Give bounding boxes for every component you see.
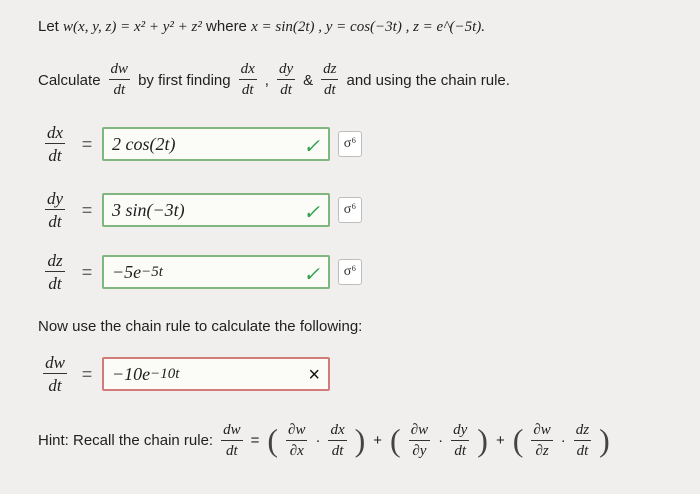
dx-dt-answer-field[interactable]: 2 cos(2t) ✓: [102, 127, 330, 161]
dz-dt-row: $\frac{dz}{dt}$ = −5e −5t ✓ σ⁶: [38, 252, 362, 292]
symbol-button[interactable]: σ⁶: [338, 131, 362, 157]
dw-dt-row: $\frac{dw}{dt}$ = −10e −10t ×: [38, 354, 330, 394]
dx-dt-label: $\frac{dx}{dt}$: [46, 123, 64, 165]
chain-rule-section-title: Now use the chain rule to calculate the following:: [38, 318, 363, 335]
dw-dt-fraction: $\frac{dw}{dt}$: [110, 61, 129, 98]
problem-statement: Let w(x, y, z) = x² + y² + z² where x = sin(2t) , y = cos(−3t) , z = e^(−5t).: [38, 18, 486, 35]
symbol-button[interactable]: σ⁶: [338, 259, 362, 285]
dy-dt-fraction: $\frac{dy}{dt}$: [278, 61, 294, 98]
close-icon: ×: [308, 364, 320, 386]
dy-dt-answer-field[interactable]: 3 sin(−3t) ✓: [102, 193, 330, 227]
instruction-line: Calculate $\frac{dw}{dt}$ by first finding $\frac{dx}{dt}$ , $\frac{dy}{dt}$ & $\frac{dz}{dt}$ and using the chain rule.: [38, 61, 510, 98]
dw-dt-answer-field[interactable]: −10e −10t ×: [102, 357, 330, 391]
dx-dt-fraction: $\frac{dx}{dt}$: [240, 61, 255, 98]
check-icon: ✓: [303, 202, 320, 224]
dx-dt-row: $\frac{dx}{dt}$ = 2 cos(2t) ✓ σ⁶: [38, 124, 362, 164]
dz-dt-answer-field[interactable]: −5e −5t ✓: [102, 255, 330, 289]
chain-rule-hint: Hint: Recall the chain rule: $\frac{dw}{dt}$ = ( $\frac{\partial w}{\partial x}$ · $\frac{dx}{dt}$ ) + ( $\frac{\partial w}{\partial y}$ · $\frac{dy}{dt}$ ) + ( $\frac{\partial w}{\partial z}$ · $\frac{dz}{dt}$ ): [38, 421, 610, 459]
variable-definitions: x = sin(2t) , y = cos(−3t) , z = e^(−5t).: [251, 19, 486, 35]
dy-dt-label: $\frac{dy}{dt}$: [46, 189, 64, 231]
dz-dt-label: $\frac{dz}{dt}$: [47, 251, 63, 293]
dw-dt-label: $\frac{dw}{dt}$: [45, 353, 65, 395]
function-definition: w(x, y, z) = x² + y² + z²: [63, 19, 202, 35]
dz-dt-fraction: $\frac{dz}{dt}$: [323, 61, 337, 98]
symbol-button[interactable]: σ⁶: [338, 197, 362, 223]
check-icon: ✓: [303, 136, 320, 158]
check-icon: ✓: [303, 264, 320, 286]
dy-dt-row: $\frac{dy}{dt}$ = 3 sin(−3t) ✓ σ⁶: [38, 190, 362, 230]
